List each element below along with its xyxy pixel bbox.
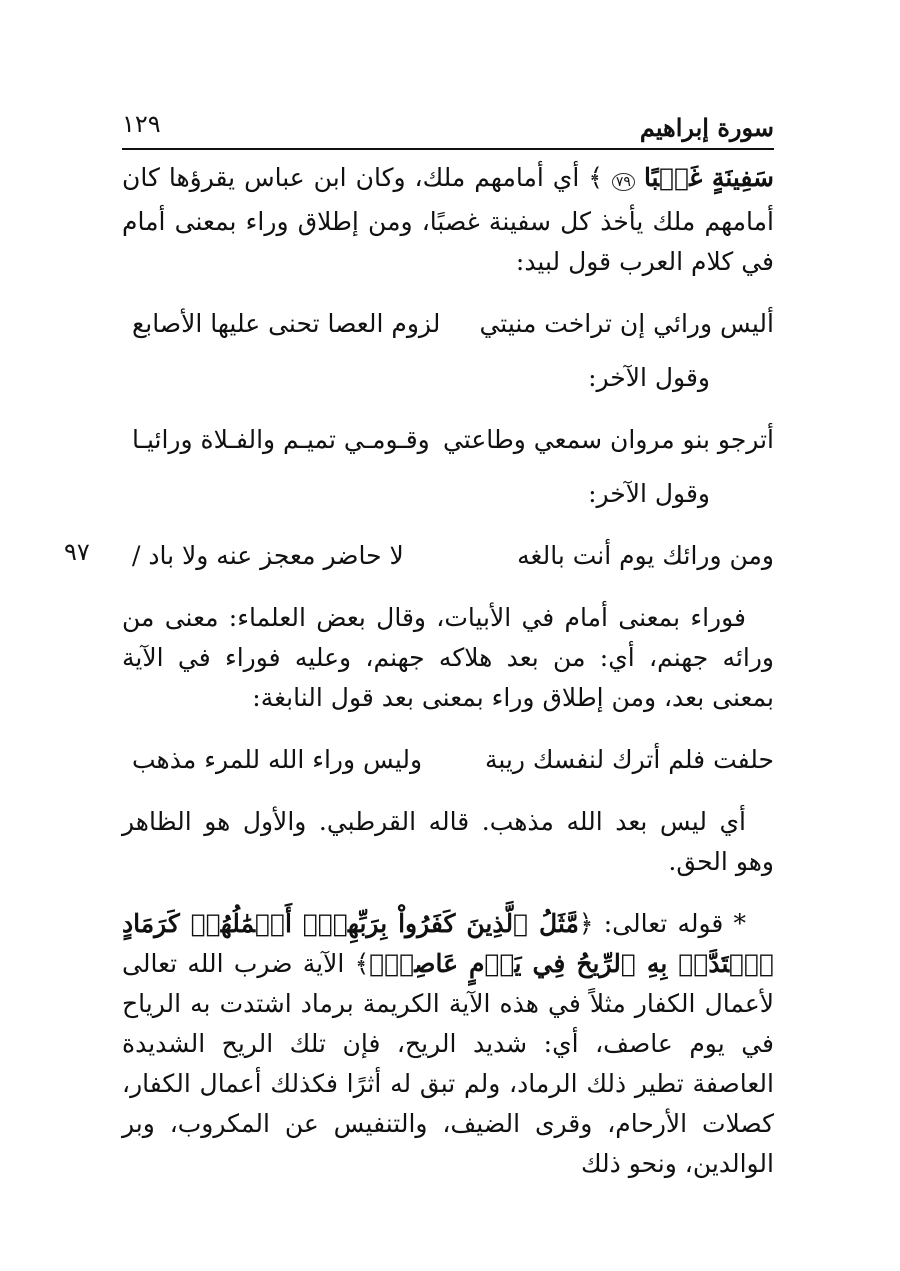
verse-first-hemistich: أليس ورائي إن تراخت منيتي <box>479 309 774 338</box>
poetry-verse-3 <box>122 536 774 576</box>
section-lead: * قوله تعالى: ﴿ <box>578 909 747 938</box>
verse-first-hemistich: حلفت فلم أترك لنفسك ريبة <box>484 745 774 774</box>
page-number: ١٢٩ <box>122 110 161 138</box>
paragraph-text: ﴾ أي أمامهم ملك، وكان ابن عباس يقرؤها كان أمامهم ملك يأخذ كل سفينة غصبًا، ومن إطلاق وراء بمعنى أمام في كلام العرب قول لبيد: <box>122 163 774 276</box>
poetry-verse-2 <box>122 420 774 460</box>
page-body <box>122 158 774 1184</box>
verse-second-hemistich: وليس وراء الله للمرء مذهب <box>132 745 423 774</box>
surah-title: سورة إبراهيم <box>639 113 774 142</box>
margin-page-reference: ٩٧ <box>64 538 90 566</box>
verse-intro-2: وقول الآخر: <box>588 363 710 392</box>
verse-second-hemistich: لا حاضر معجز عنه ولا باد / <box>132 541 404 570</box>
ayah-number-marker: ٧٩ <box>612 173 635 191</box>
paragraph-text: ﴾ الآية ضرب الله تعالى لأعمال الكفار مثلاً في هذه الآية الكريمة برماد اشتدت به الرياح في يوم عاصف، أي: شديد الريح، فإن تلك الريح الشديدة العاصفة تطير ذلك الرماد، ولم تبق له أثرًا فكذلك أعمال الكفار، كصلات الأرحام، وقرى الضيف، والتنفيس عن المكروب، وبر الوالدين، ونحو ذلك <box>122 949 774 1178</box>
verse-intro-3: وقول الآخر: <box>588 479 710 508</box>
verse-second-hemistich: لزوم العصا تحنى عليها الأصابع <box>132 309 441 338</box>
quran-quote: مَّثَلُ ٱلَّذِينَ كَفَرُواْ بِرَبِّهِمۡۖ أَعۡمَٰلُهُمۡ كَرَمَادٍ ٱشۡتَدَّتۡ بِهِ ٱلرِّيحُ فِي يَوۡمٍ عَاصِفٖۖ <box>122 909 775 978</box>
verse-first-hemistich: ومن ورائك يوم أنت بالغه <box>517 541 774 570</box>
verse-second-hemistich: وقـومـي تميـم والفـلاة ورائيـا <box>132 425 430 454</box>
page-header <box>122 102 774 150</box>
quran-quote: سَفِينَةٍ غَصۡبًا <box>643 163 774 192</box>
paragraph-4 <box>122 904 774 1184</box>
paragraph-2: فوراء بمعنى أمام في الأبيات، وقال بعض العلماء: معنى من ورائه جهنم، أي: من بعد هلاكه جهنم، وعليه فوراء في الآية بمعنى بعد، ومن إطلاق وراء بمعنى بعد قول النابغة: <box>122 603 774 712</box>
verse-first-hemistich: أترجو بنو مروان سمعي وطاعتي <box>442 425 774 454</box>
paragraph-1 <box>122 158 774 282</box>
poetry-verse-1 <box>122 304 774 344</box>
paragraph-3: أي ليس بعد الله مذهب. قاله القرطبي. والأول هو الظاهر وهو الحق. <box>122 807 774 876</box>
poetry-verse-4 <box>122 740 774 780</box>
